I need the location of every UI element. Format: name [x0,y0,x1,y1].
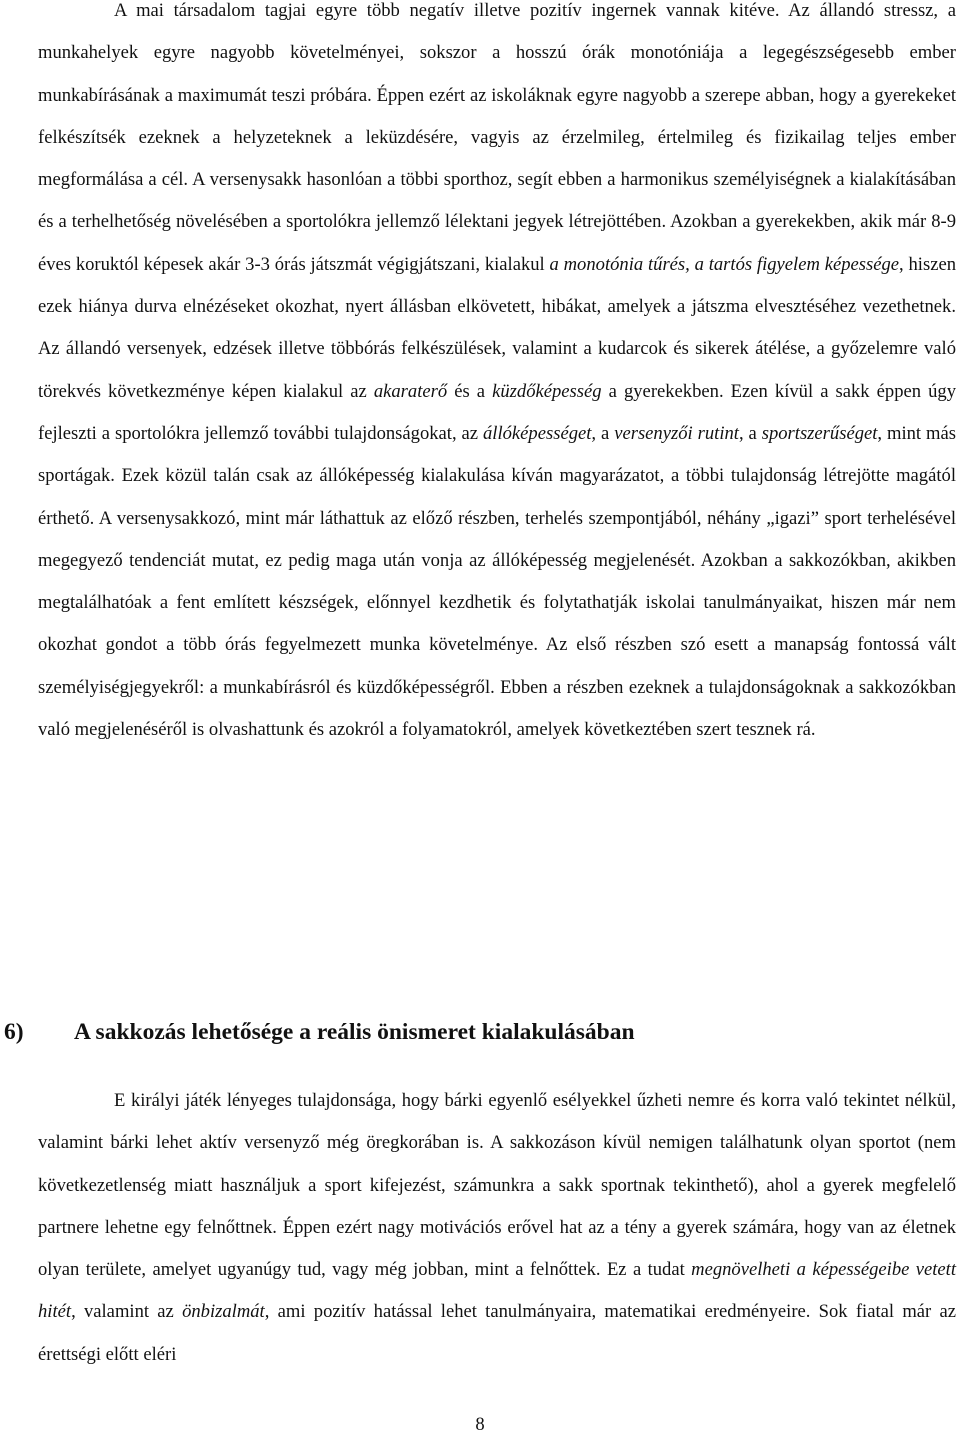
text-run: A mai társadalom tagjai egyre több negatív illetve pozitív ingernek vannak kitéve. Az állandó stressz, a munkahelyek egyre nagyobb követelményei, sokszor a hosszú órák monotóniája a legegészségesebb ember munkabírásának a maximumát teszi próbára. Éppen ezért az iskoláknak egyre nagyobb a szerepe abban, hogy a gyerekeket felkészítsék ezeknek a helyzeteknek a leküzdésére, vagyis az érzelmileg, értelmileg és fizikailag teljes ember megformálása a cél. A versenysakk hasonlóan a többi sporthoz, segít ebben a harmonikus személyiségnek a kialakításában és a terhelhetőség növelésében a sportolókra jellemző lélektani jegyek létrejöttében. Azokban a gyerekekben, akik már 8-9 éves koruktól képesek akár 3-3 órás játszmát végigjátszani, kialakul [38,0,956,275]
text-run: a gyerekekben. Ezen kívül a sakk éppen úgy fejleszti a sportolókra jellemző további tulajdonságokat, az [38,380,957,444]
text-run: , mint más sportágak. Ezek közül talán csak az állóképesség kialakulása kíván magyarázatot, a többi tulajdonság létrejötte magától érthető. A versenysakkozó, mint már láthattuk az előző részben, terhelés szempontjából, néhány „igazi” sport terhelésével megegyező tendenciát mutat, ez pedig maga után vonja az állóképesség megjelenését. Azokban a sakkozókban, akikben megtalálhatóak a fent említett készségek, előnnyel kezdhetik és folytathatják iskolai tanulmányaikat, hiszen már nem okozhat gondot a több órás fegyelmezett munka követelménye. Az első részben szó esett a manapság fontossá vált személyiségjegyekről: a munkabírásról és küzdőképességről. Ebben a részben ezeknek a tulajdonságoknak a sakkozókban való megjelenéséről is olvashattunk és azokról a folyamatokról, amelyek következtében szert tesznek rá. [38,422,956,741]
section-heading [4,1012,954,1052]
text-run: , a [738,422,762,444]
italic-text-run: sportszerűséget [761,422,878,444]
italic-text-run: önbizalmát [182,1301,265,1323]
section-title: A sakkozás lehetősége a reális önismeret kialakulásában [74,1019,635,1045]
page-number: 8 [475,1414,485,1435]
text-run: E királyi játék lényeges tulajdonsága, hogy bárki egyenlő esélyekkel űzheti nemre és korra való tekintet nélkül, valamint bárki lehet aktív versenyző még öregkorában is. A sakkozáson kívül nemigen találhatunk olyan sportot (nem következetlenség miatt használjuk a sport kifejezést, számunkra a sakk sportnak tekinthető), ahol a gyerek megfelelő partnere lehetne egy felnőttnek. Éppen ezért nagy motivációs erővel hat az a tény a gyerek számára, hogy van az életnek olyan területe, amelyet ugyanúgy tud, vagy még jobban, mint a felnőttek. Ez a tudat [38,1090,956,1281]
italic-text-run: megnövelheti a képességeibe vetett hitét [38,1259,957,1323]
section-number: 6) [4,1019,24,1045]
italic-text-run: állóképességet, [483,422,597,444]
text-run: , hiszen ezek hiánya durva elnézéseket okozhat, nyert állásban elkövetett, hibákat, amelyek a játszma elvesztéséhez vezethetnek. Az állandó versenyek, edzések illetve többórás felkészülések, valamint a kudarcok és sikerek átélése, a győzelemre való törekvés következménye képen kialakul az [38,253,957,402]
text-run: és a [447,380,493,402]
italic-text-run: versenyzői rutint [614,422,739,444]
italic-text-run: akaraterő [373,380,448,402]
italic-text-run: küzdőképesség [492,380,602,402]
text-run: , ami pozitív hatással lehet tanulmányaira, matematikai eredményeire. Sok fiatal már az érettségi előtt eléri [38,1301,956,1365]
text-run: , valamint az [71,1301,183,1323]
italic-text-run: a monotónia tűrés, a tartós figyelem képessége [549,253,900,275]
body-paragraph-1 [38,0,956,751]
text-run: a [596,422,615,444]
body-paragraph-2 [38,1080,956,1376]
